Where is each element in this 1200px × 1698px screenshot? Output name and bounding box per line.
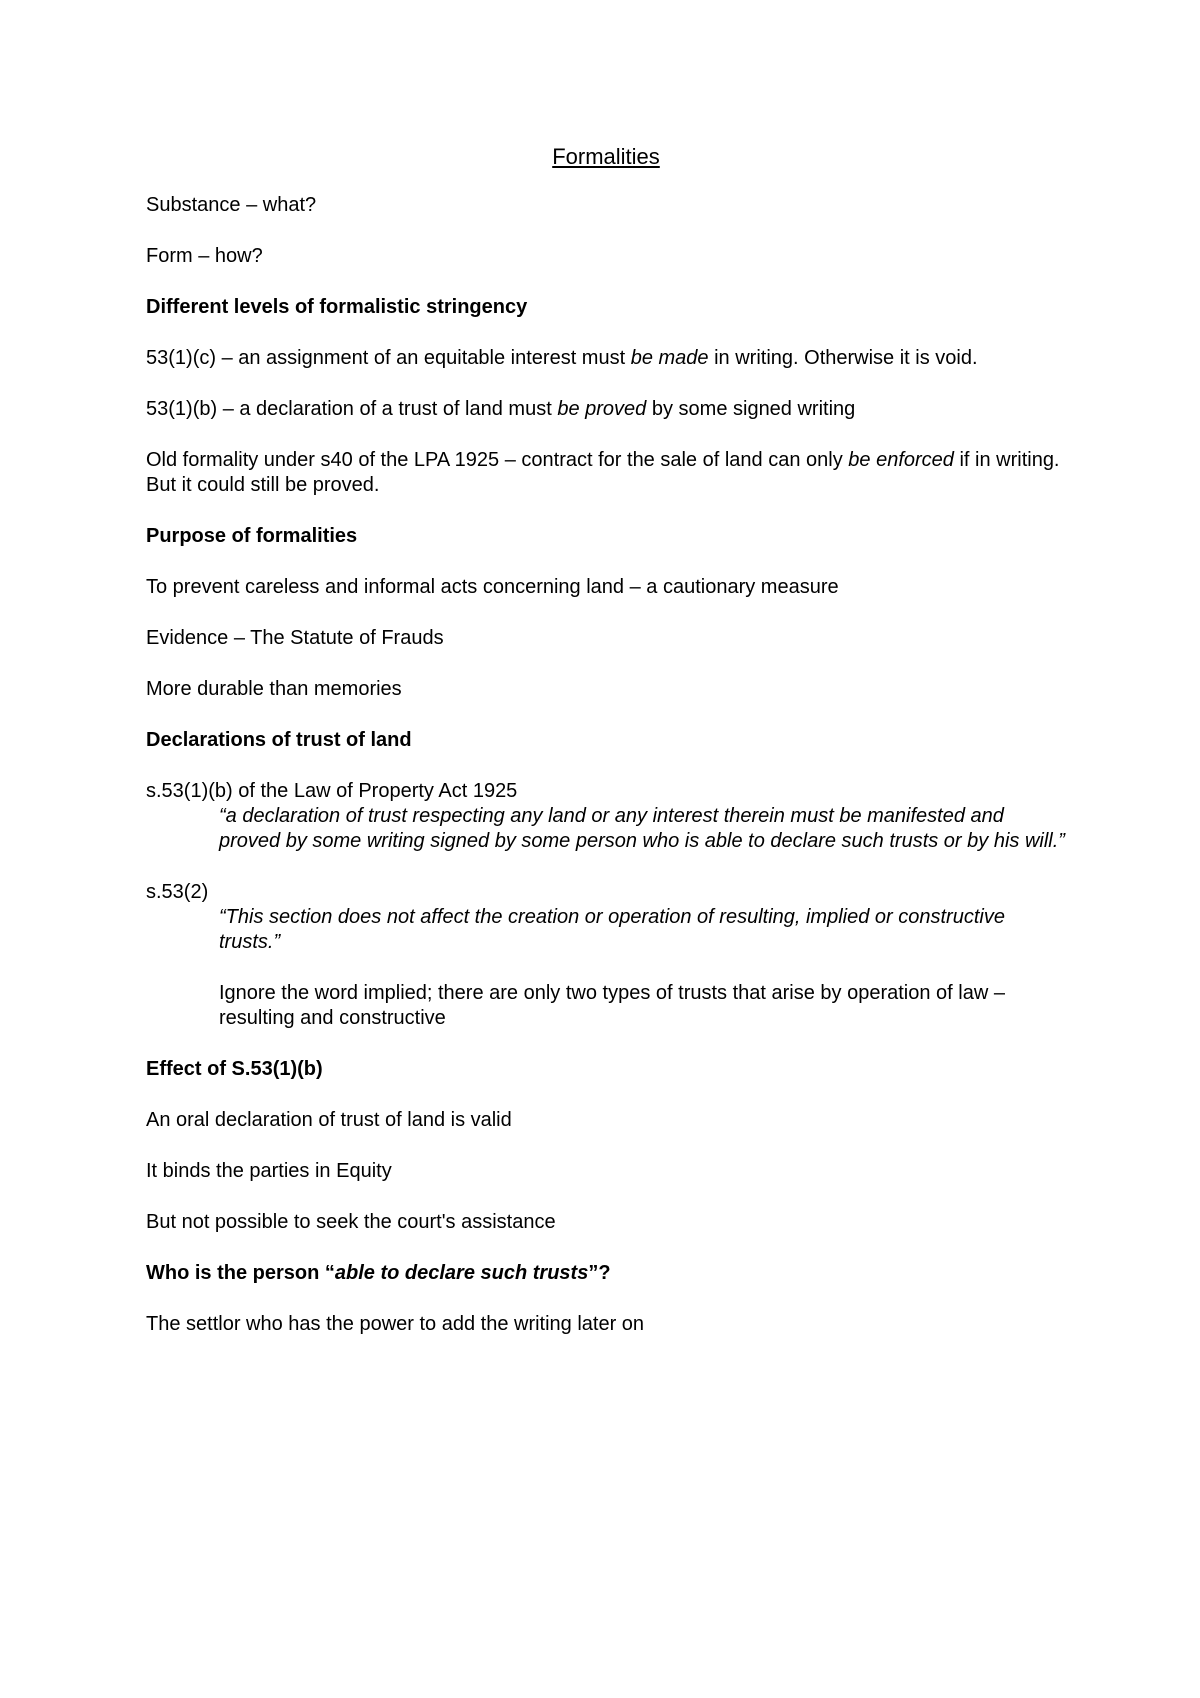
effect-item-3: But not possible to seek the court's assistance <box>146 1211 556 1233</box>
s53-1b-emphasis: be proved <box>557 398 647 420</box>
paragraph-s40 <box>146 448 1066 498</box>
s40-emphasis: be enforced <box>848 449 954 471</box>
effect-item-1: An oral declaration of trust of land is valid <box>146 1109 512 1131</box>
purpose-item-1: To prevent careless and informal acts concerning land – a cautionary measure <box>146 576 839 598</box>
s53-1b-text: 53(1)(b) – a declaration of a trust of land must <box>146 398 558 420</box>
s53-2-quote: “This section does not affect the creation or operation of resulting, implied or constructive trusts.” <box>219 906 1005 953</box>
effect-item-2: It binds the parties in Equity <box>146 1160 392 1182</box>
who-heading-text-end: ”? <box>588 1262 611 1284</box>
form-line: Form – how? <box>146 245 263 267</box>
s40-text-end: if in writing. But it could still be proved. <box>146 449 1060 496</box>
paragraph-s53-1c <box>146 346 1066 371</box>
s53-1b-text-end: by some signed writing <box>646 398 856 420</box>
heading-levels: Different levels of formalistic stringency <box>146 296 528 318</box>
s53-2-reference: s.53(2) <box>146 881 209 903</box>
paragraph-s53-1b <box>146 397 1066 422</box>
purpose-item-2: Evidence – The Statute of Frauds <box>146 627 444 649</box>
substance-line: Substance – what? <box>146 194 317 216</box>
document-title: Formalities <box>552 144 660 169</box>
section-s53-1b <box>146 779 1066 854</box>
s53-2-note: Ignore the word implied; there are only two types of trusts that arise by operation of law – resulting and constructive <box>219 982 1005 1029</box>
heading-declarations: Declarations of trust of land <box>146 729 412 751</box>
purpose-item-3: More durable than memories <box>146 678 402 700</box>
section-s53-2 <box>146 880 1066 1031</box>
s53-1c-text: 53(1)(c) – an assignment of an equitable interest must <box>146 347 631 369</box>
document-page <box>146 143 1066 1363</box>
heading-purpose: Purpose of formalities <box>146 525 358 547</box>
heading-who <box>146 1261 1066 1286</box>
s53-1b-reference: s.53(1)(b) of the Law of Property Act 1925 <box>146 780 518 802</box>
s40-text: Old formality under s40 of the LPA 1925 – contract for the sale of land can only <box>146 449 849 471</box>
who-answer: The settlor who has the power to add the writing later on <box>146 1313 645 1335</box>
s53-1c-emphasis: be made <box>630 347 709 369</box>
s53-1b-quote: “a declaration of trust respecting any land or any interest therein must be manifested and proved by some writing signed by some person who is able to declare such trusts or by his will.” <box>219 805 1065 852</box>
who-heading-emphasis: able to declare such trusts <box>334 1262 589 1284</box>
who-heading-text: Who is the person “ <box>146 1262 335 1284</box>
heading-effect: Effect of S.53(1)(b) <box>146 1058 323 1080</box>
s53-1c-text-end: in writing. Otherwise it is void. <box>708 347 978 369</box>
